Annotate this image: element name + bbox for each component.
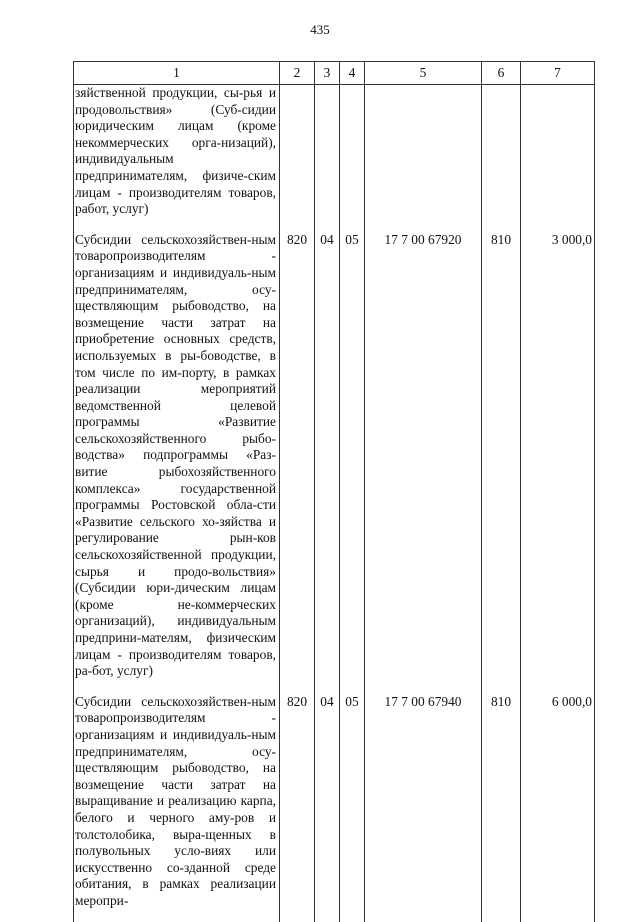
column-header-3: 3 — [315, 62, 340, 85]
row-subsection-code — [340, 85, 365, 230]
row-section-code — [315, 85, 340, 230]
row-amount: 6 000,0 — [521, 692, 595, 922]
row-amount: 3 000,0 — [521, 230, 595, 692]
row-expense-type-code — [482, 85, 521, 230]
row-expense-type-code: 810 — [482, 692, 521, 922]
row-subsection-code: 05 — [340, 692, 365, 922]
column-header-6: 6 — [482, 62, 521, 85]
row-grbs-code — [280, 85, 315, 230]
column-header-7: 7 — [521, 62, 595, 85]
table-row — [74, 692, 595, 922]
page-number: 435 — [310, 22, 330, 37]
budget-table — [73, 61, 595, 922]
row-target-article-code — [365, 85, 482, 230]
row-description: Субсидии сельскохозяйствен-ным товаропроизводителям - организациям и индивидуаль-ным предпринимателям, осу-ществляющим рыбоводство, на возмещение части затрат на выращивание и реализацию карпа, белого и черного аму-ров и толстолобика, выра-щенных в полувольных усло-виях или искусственно со-зданной среде обитания, в рамках реализации меропри- — [74, 692, 280, 922]
column-header-4: 4 — [340, 62, 365, 85]
column-header-2: 2 — [280, 62, 315, 85]
row-grbs-code: 820 — [280, 692, 315, 922]
row-description: Субсидии сельскохозяйствен-ным товаропроизводителям - организациям и индивидуаль-ным предпринимателям, осу-ществляющим рыбоводство, на возмещение части затрат на приобретение основных средств, используемых в ры-боводстве, в том числе по им-порту, в рамках реализации мероприятий ведомственной целевой программы «Развитие сельскохозяйственного рыбо-водства» подпрограммы «Раз-витие рыбохозяйственного комплекса» государственной программы Ростовской обла-сти «Развитие сельского хо-зяйства и регулирование рын-ков сельскохозяйственной продукции, сырья и продо-вольствия» (Субсидии юри-дическим лицам (кроме не-коммерческих организаций), индивидуальным предприни-мателям, физическим лицам - производителям товаров, ра-бот, услуг) — [74, 230, 280, 692]
row-amount — [521, 85, 595, 230]
row-target-article-code: 17 7 00 67940 — [365, 692, 482, 922]
row-subsection-code: 05 — [340, 230, 365, 692]
table-row — [74, 230, 595, 692]
row-target-article-code: 17 7 00 67920 — [365, 230, 482, 692]
row-expense-type-code: 810 — [482, 230, 521, 692]
header-row — [74, 62, 595, 85]
row-section-code: 04 — [315, 230, 340, 692]
table-row — [74, 85, 595, 230]
column-header-5: 5 — [365, 62, 482, 85]
row-grbs-code: 820 — [280, 230, 315, 692]
column-header-1: 1 — [74, 62, 280, 85]
row-description: зяйственной продукции, сы-рья и продовольствия» (Суб-сидии юридическим лицам (кроме некоммерческих орга-низаций), индивидуальным предпринимателям, физиче-ским лицам - производителям товаров, работ, услуг) — [74, 85, 280, 230]
row-section-code: 04 — [315, 692, 340, 922]
